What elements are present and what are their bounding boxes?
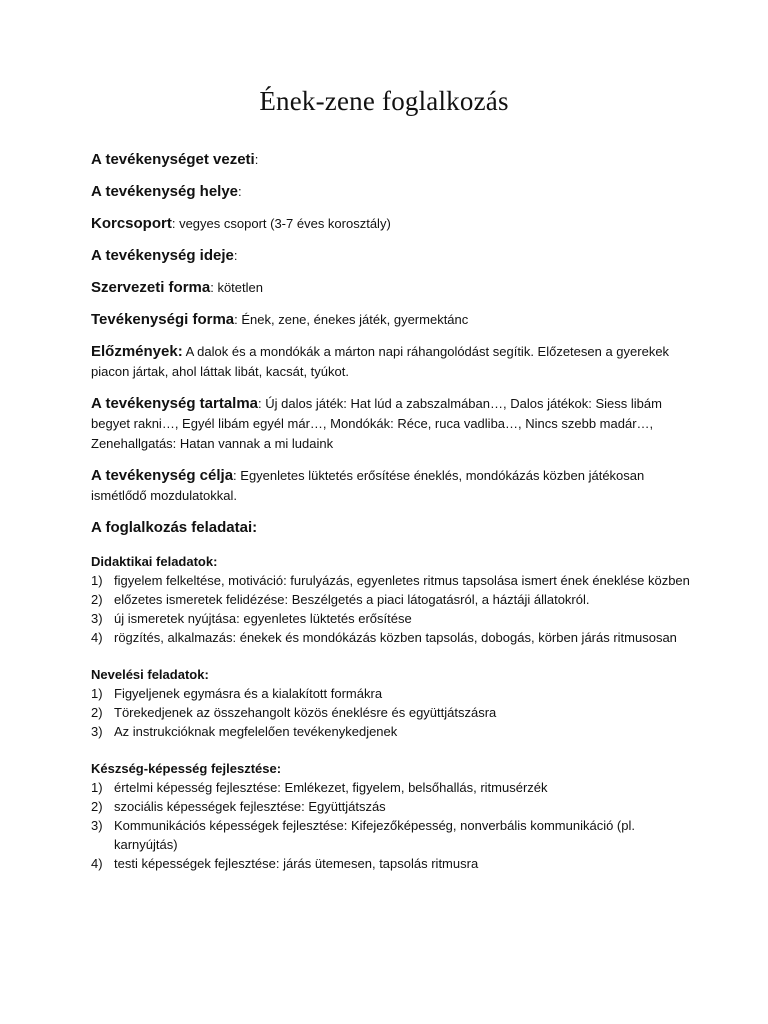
field-label: A tevékenység helye xyxy=(91,183,239,200)
didaktikai-heading: Didaktikai feladatok: xyxy=(91,554,218,569)
list-item xyxy=(91,816,691,854)
list-number: 1) xyxy=(91,780,103,795)
list-text: értelmi képesség fejlesztése: Emlékezet, figyelem, belsőhallás, ritmusérzék xyxy=(114,780,548,795)
list-text: Törekedjenek az összehangolt közös éneklésre és együttjátszásra xyxy=(114,705,497,720)
field-tartalma xyxy=(91,394,691,454)
list-item xyxy=(91,778,691,797)
field-tevekenysegi-forma xyxy=(91,310,691,330)
list-text: szociális képességek fejlesztése: Együttjátszás xyxy=(114,799,386,814)
field-label: A tevékenység ideje xyxy=(91,247,234,264)
list-item xyxy=(91,722,691,741)
feladatok-heading: A foglalkozás feladatai: xyxy=(91,519,258,536)
list-number: 2) xyxy=(91,592,103,607)
field-label: A tevékenységet vezeti xyxy=(91,151,255,168)
field-value: vegyes csoport (3-7 éves korosztály) xyxy=(175,216,391,231)
list-number: 3) xyxy=(91,818,103,833)
field-label: Korcsoport xyxy=(91,215,172,232)
list-item xyxy=(91,797,691,816)
field-szervezeti-forma xyxy=(91,278,691,298)
nevelesi-list xyxy=(91,684,691,741)
field-value: Egyenletes lüktetés erősítése éneklés, mondókázás közben játékosan ismétlődő mozdulatokkal. xyxy=(91,468,645,503)
list-number: 1) xyxy=(91,686,103,701)
field-value: Ének, zene, énekes játék, gyermektánc xyxy=(237,312,469,327)
list-text: rögzítés, alkalmazás: énekek és mondókázás közben tapsolás, dobogás, körben járás ritmusosan xyxy=(114,630,677,645)
list-number: 4) xyxy=(91,856,103,871)
list-text: figyelem felkeltése, motiváció: furulyázás, egyenletes ritmus tapsolása ismert ének éneklése közben xyxy=(114,573,690,588)
field-label: A tevékenység tartalma xyxy=(91,395,259,412)
field-vezeti xyxy=(91,150,691,170)
field-elozmenyek xyxy=(91,342,691,382)
list-text: új ismeretek nyújtása: egyenletes lüktetés erősítése xyxy=(114,611,412,626)
field-value: kötetlen xyxy=(213,280,263,295)
field-celja xyxy=(91,466,691,506)
field-value: A dalok és a mondókák a márton napi ráhangolódást segítik. Előzetesen a gyerekek piacon jártak, ahol láttak libát, kacsát, tyúkot. xyxy=(91,344,670,379)
didaktikai-list xyxy=(91,571,691,647)
field-helye xyxy=(91,182,691,202)
field-label: Előzmények: xyxy=(91,343,183,360)
field-ideje xyxy=(91,246,691,266)
field-separator: : xyxy=(234,312,238,327)
list-number: 4) xyxy=(91,630,103,645)
list-text: Az instrukcióknak megfelelően tevékenykedjenek xyxy=(114,724,398,739)
list-item xyxy=(91,703,691,722)
list-item xyxy=(91,590,691,609)
field-korcsoport xyxy=(91,214,691,234)
field-separator: : xyxy=(254,152,259,167)
field-separator: : xyxy=(210,280,214,295)
list-item xyxy=(91,684,691,703)
field-value: Új dalos játék: Hat lúd a zabszalmában…, Dalos játékok: Siess libám begyet rakni…, Egyél libám egyél már…, Mondókák: Réce, ruca vadliba…, Nincs szebb madár…, Zenehallgatás: Hatan vannak a mi ludaink xyxy=(91,396,662,451)
list-text: testi képességek fejlesztése: járás ütemesen, tapsolás ritmusra xyxy=(114,856,479,871)
list-item xyxy=(91,854,691,873)
list-text: előzetes ismeretek felidézése: Beszélgetés a piaci látogatásról, a háztáji állatokról. xyxy=(114,592,590,607)
list-item xyxy=(91,571,691,590)
list-item xyxy=(91,628,691,647)
keszseg-list xyxy=(91,778,691,873)
document-title: Ének-zene foglalkozás xyxy=(259,86,509,116)
list-text: Kommunikációs képességek fejlesztése: Kifejezőképesség, nonverbális kommunikáció (pl. karnyújtás) xyxy=(114,818,635,852)
keszseg-heading: Készség-képesség fejlesztése: xyxy=(91,761,282,776)
list-number: 2) xyxy=(91,705,103,720)
field-separator: : xyxy=(233,468,237,483)
list-item xyxy=(91,609,691,628)
field-separator: : xyxy=(238,184,242,199)
field-separator: : xyxy=(233,248,238,263)
field-separator: : xyxy=(258,396,262,411)
field-separator: : xyxy=(171,216,176,231)
list-number: 3) xyxy=(91,611,103,626)
list-number: 1) xyxy=(91,573,103,588)
field-label: Szervezeti forma xyxy=(91,279,211,296)
nevelesi-heading: Nevelési feladatok: xyxy=(91,667,209,682)
list-number: 2) xyxy=(91,799,103,814)
field-label: A tevékenység célja xyxy=(91,467,234,484)
list-number: 3) xyxy=(91,724,103,739)
list-text: Figyeljenek egymásra és a kialakított formákra xyxy=(114,686,383,701)
field-label: Tevékenységi forma xyxy=(91,311,235,328)
document-body xyxy=(91,150,691,891)
